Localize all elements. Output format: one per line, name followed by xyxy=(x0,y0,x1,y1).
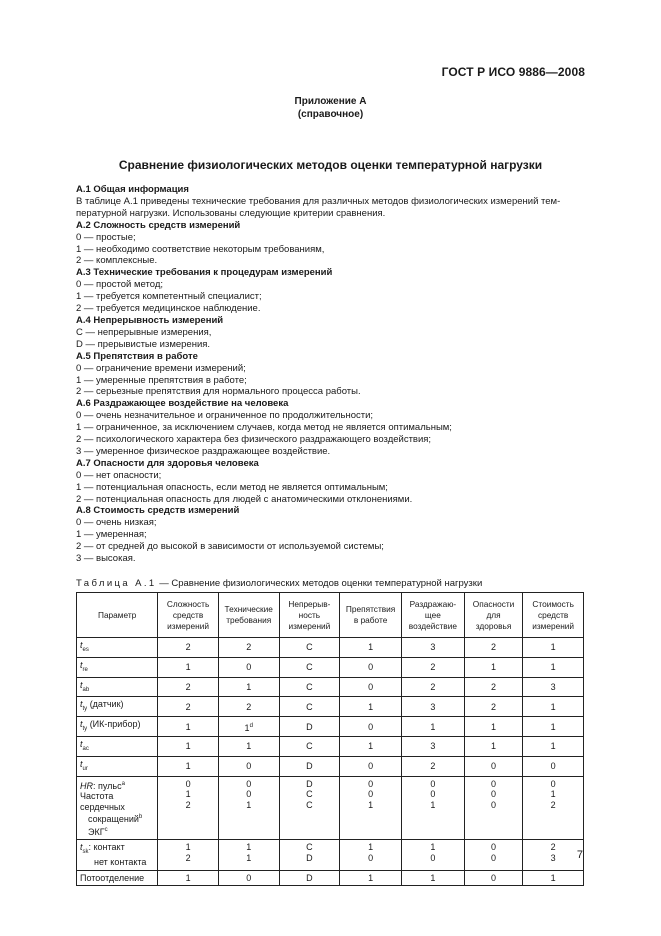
param-cell: $t_{ab}$ xyxy=(77,677,158,697)
value-cell: 0 xyxy=(340,657,402,677)
param-cell: $t_{ac}$ xyxy=(77,736,158,756)
value-cell: D xyxy=(279,756,340,776)
table-row xyxy=(77,697,584,717)
criteria-line: 3 — умеренное физическое раздражающее воздействие. xyxy=(76,445,331,457)
value-cell: 1 xyxy=(464,717,523,737)
value-cell: 1 xyxy=(523,736,584,756)
value-cell: 1$^d$ xyxy=(218,717,279,737)
value-cell: 0 xyxy=(340,677,402,697)
value-cell: 0 xyxy=(464,870,523,885)
param-cell: $t_{ur}$ xyxy=(77,756,158,776)
column-header: Стоимость средств измерений xyxy=(523,593,584,638)
value-cell: C xyxy=(279,677,340,697)
page-number: 7 xyxy=(576,849,583,861)
table-row xyxy=(77,840,584,871)
value-cell: 1 xyxy=(401,717,464,737)
value-cell: C xyxy=(279,638,340,658)
value-cell: 2 xyxy=(158,677,219,697)
criteria-line: 2 — серьезные препятствия для нормального процесса работы. xyxy=(76,386,361,398)
section-heading: A.4 Непрерывность измерений xyxy=(76,314,224,326)
criteria-line: 2 — потенциальная опасность для людей с анатомическими отклонениями. xyxy=(76,493,413,505)
value-cell: 1 xyxy=(158,756,219,776)
section-heading: A.2 Сложность средств измерений xyxy=(76,219,241,231)
column-header: Препятствия в работе xyxy=(340,593,402,638)
param-cell: Потоотделение xyxy=(77,870,158,885)
value-cell: 3 xyxy=(401,638,464,658)
criteria-line: 1 — умеренная; xyxy=(76,529,147,541)
value-cell: 0 0 xyxy=(464,840,523,871)
section-heading: A.7 Опасности для здоровья человека xyxy=(76,457,259,469)
criteria-line: 0 — очень незначительное и ограниченное по продолжительности; xyxy=(76,410,374,422)
value-cell: 2 xyxy=(158,697,219,717)
criteria-text xyxy=(76,184,586,565)
param-cell: $t_{sk}$: контакт нет контакта xyxy=(77,840,158,871)
value-cell: 1 xyxy=(158,657,219,677)
column-header: Сложность средств измерений xyxy=(158,593,219,638)
param-cell: $t_{ty}$ (ИК-прибор) xyxy=(77,717,158,737)
value-cell: 1 xyxy=(523,870,584,885)
value-cell: 0 1 2 xyxy=(158,776,219,840)
table-header-row xyxy=(77,593,584,638)
value-cell: 2 xyxy=(464,697,523,717)
value-cell: 1 xyxy=(464,736,523,756)
table-caption-label: Таблица A.1 xyxy=(76,578,157,589)
table-row xyxy=(77,736,584,756)
value-cell: 1 xyxy=(464,657,523,677)
value-cell: 0 xyxy=(523,756,584,776)
criteria-line: 0 — нет опасности; xyxy=(76,469,162,481)
value-cell: 2 xyxy=(464,638,523,658)
table-caption xyxy=(76,578,482,589)
section-heading: A.8 Стоимость средств измерений xyxy=(76,505,240,517)
column-header: Параметр xyxy=(77,593,158,638)
value-cell: 2 xyxy=(401,677,464,697)
value-cell: 0 0 1 xyxy=(218,776,279,840)
value-cell: 1 xyxy=(158,736,219,756)
section-heading: A.6 Раздражающее воздействие на человека xyxy=(76,398,289,410)
value-cell: 1 xyxy=(218,736,279,756)
criteria-line: 0 — ограничение времени измерений; xyxy=(76,362,246,374)
table-row xyxy=(77,756,584,776)
value-cell: 0 xyxy=(218,870,279,885)
table-row xyxy=(77,638,584,658)
value-cell: 1 0 xyxy=(340,840,402,871)
criteria-line: 1 — необходимо соответствие некоторым требованиям, xyxy=(76,243,325,255)
criteria-line: 1 — умеренные препятствия в работе; xyxy=(76,374,247,386)
value-cell: 3 xyxy=(401,697,464,717)
value-cell: 1 2 xyxy=(158,840,219,871)
comparison-table xyxy=(76,592,584,886)
value-cell: 2 xyxy=(401,657,464,677)
document-title: Сравнение физиологических методов оценки температурной нагрузки xyxy=(118,158,543,172)
value-cell: 3 xyxy=(401,736,464,756)
value-cell: 1 xyxy=(523,657,584,677)
column-header: Технические требования xyxy=(218,593,279,638)
value-cell: 3 xyxy=(523,677,584,697)
criteria-line: 1 — ограниченное, за исключением случаев, когда метод не является оптимальным; xyxy=(76,422,452,434)
value-cell: 2 3 xyxy=(523,840,584,871)
value-cell: 1 0 xyxy=(401,840,464,871)
criteria-line: В таблице A.1 приведены технические требования для различных методов физиологических измерений тем- xyxy=(76,195,561,207)
value-cell: 0 0 1 xyxy=(401,776,464,840)
section-heading: A.1 Общая информация xyxy=(76,184,189,195)
value-cell: 2 xyxy=(158,638,219,658)
value-cell: 0 xyxy=(340,756,402,776)
value-cell: 0 xyxy=(464,756,523,776)
value-cell: C xyxy=(279,736,340,756)
value-cell: 1 xyxy=(340,870,402,885)
value-cell: 0 xyxy=(218,657,279,677)
value-cell: 1 xyxy=(401,870,464,885)
value-cell: 1 xyxy=(340,638,402,658)
criteria-line: 2 — психологического характера без физического раздражающего воздействия; xyxy=(76,434,432,446)
criteria-line: 0 — простой метод; xyxy=(76,279,163,291)
value-cell: C xyxy=(279,657,340,677)
criteria-line: 1 — потенциальная опасность, если метод не является оптимальным; xyxy=(76,481,388,493)
criteria-line: D — прерывистые измерения. xyxy=(76,338,211,350)
value-cell: 1 xyxy=(158,717,219,737)
value-cell: 1 xyxy=(340,697,402,717)
param-cell: $t_{es}$ xyxy=(77,638,158,658)
value-cell: 1 1 xyxy=(218,840,279,871)
table-row xyxy=(77,657,584,677)
table-row xyxy=(77,870,584,885)
table-row xyxy=(77,677,584,697)
value-cell: 1 xyxy=(523,697,584,717)
value-cell: 1 xyxy=(340,736,402,756)
criteria-line: 2 — требуется медицинское наблюдение. xyxy=(76,303,261,315)
criteria-line: С — непрерывные измерения, xyxy=(76,326,212,338)
value-cell: 1 xyxy=(523,717,584,737)
table-row xyxy=(77,776,584,840)
criteria-line: 0 — простые; xyxy=(76,231,136,243)
column-header: Непрерыв- ность измерений xyxy=(279,593,340,638)
value-cell: 1 xyxy=(523,638,584,658)
column-header: Раздражаю- щее воздействие xyxy=(401,593,464,638)
value-cell: 2 xyxy=(218,638,279,658)
value-cell: 1 xyxy=(218,677,279,697)
appendix-title: Приложение A xyxy=(294,96,367,107)
value-cell: 2 xyxy=(401,756,464,776)
criteria-line: пературной нагрузки. Использованы следующие критерии сравнения. xyxy=(76,207,386,219)
value-cell: 0 0 0 xyxy=(464,776,523,840)
column-header: Опасности для здоровья xyxy=(464,593,523,638)
appendix-subtitle: (справочное) xyxy=(297,109,364,120)
param-cell: $t_{re}$ xyxy=(77,657,158,677)
criteria-line: 2 — комплексные. xyxy=(76,255,158,267)
section-heading: A.5 Препятствия в работе xyxy=(76,350,198,362)
table-row xyxy=(77,717,584,737)
value-cell: 0 xyxy=(340,717,402,737)
value-cell: D C C xyxy=(279,776,340,840)
criteria-line: 3 — высокая. xyxy=(76,553,136,565)
value-cell: D xyxy=(279,717,340,737)
value-cell: 0 0 1 xyxy=(340,776,402,840)
value-cell: 0 xyxy=(218,756,279,776)
standard-number: ГОСТ Р ИСО 9886—2008 xyxy=(441,65,585,79)
table-caption-text: — Сравнение физиологических методов оценки температурной нагрузки xyxy=(156,578,483,589)
value-cell: D xyxy=(279,870,340,885)
section-heading: A.3 Технические требования к процедурам измерений xyxy=(76,267,333,279)
value-cell: 1 xyxy=(158,870,219,885)
criteria-line: 2 — от средней до высокой в зависимости от используемой системы; xyxy=(76,541,384,553)
value-cell: 2 xyxy=(464,677,523,697)
value-cell: C xyxy=(279,697,340,717)
criteria-line: 1 — требуется компетентный специалист; xyxy=(76,291,262,303)
value-cell: 0 1 2 xyxy=(523,776,584,840)
param-cell: HR: пульс$^a$ Частота сердечных сокращений$^b$ ЭКГ$^c$ xyxy=(77,776,158,840)
criteria-line: 0 — очень низкая; xyxy=(76,517,157,529)
param-cell: $t_{ty}$ (датчик) xyxy=(77,697,158,717)
value-cell: 2 xyxy=(218,697,279,717)
value-cell: C D xyxy=(279,840,340,871)
